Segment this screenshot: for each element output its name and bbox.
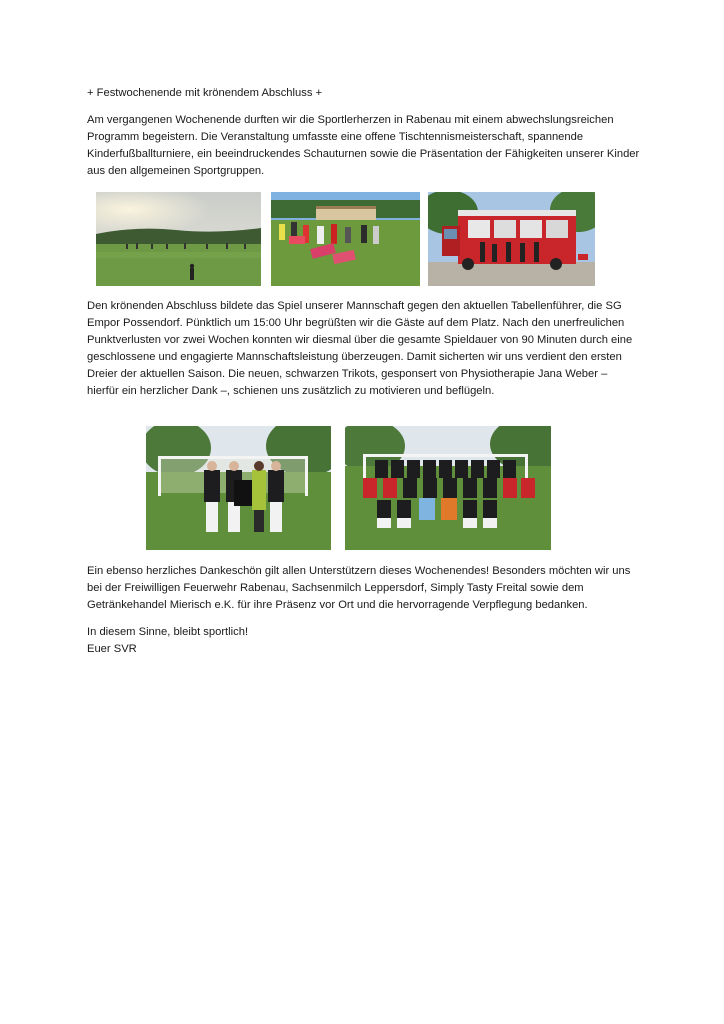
document-title: + Festwochenende mit krönendem Abschluss + [87,87,323,99]
signature-line: Euer SVR [87,643,137,655]
photo-kids-event [271,192,420,286]
photo-team [345,426,551,550]
paragraph-thanks: Ein ebenso herzliches Dankeschön gilt allen Unterstützern dieses Wochenendes! Besonders möchten wir uns bei der Freiwilligen Feuerwehr Rabenau, Sachsenmilch Leppersdorf, Simply Tasty Freital sowie dem Getränkehandel Mierisch e.K. für ihre Präsenz vor Ort und die hervorragende Verpflegung bedanken. [87,565,631,611]
paragraph-intro: Am vergangenen Wochenende durften wir die Sportlerherzen in Rabenau mit einem abwechslungsreichen Programm begeistern. Die Veranstaltung umfasste eine offene Tischtennismeisterschaft, spannende Kinderfußballturniere, ein beeindruckendes Schauturnen sowie die Präsentation der Fähigkeiten unserer Kinder aus den allgemeinen Sportgruppen. [87,114,640,177]
paragraph-match: Den krönenden Abschluss bildete das Spiel unserer Mannschaft gegen den aktuellen Tabellenführer, die SG Empor Possendorf. Pünktlich um 15:00 Uhr begrüßten wir die Gäste auf dem Platz. Nach den unerfreulichen Punktverlusten vor zwei Wochen konnten wir diesmal über die gesamte Spieldauer von 90 Minuten durch eine geschlossene und engagierte Mannschaftsleistung überzeugen. Damit sicherten wir uns verdient den ersten Dreier der aktuellen Saison. Die neuen, schwarzen Trikots, gesponsert von Physiotherapie Jana Weber – hierfür ein herzlicher Dank –, schienen uns zusätzlich zu motivieren und beflügeln. [87,300,633,397]
photo-jersey-presentation [146,426,331,550]
closing-line: In diesem Sinne, bleibt sportlich! [87,626,249,638]
photo-sports-field [96,192,261,286]
photo-fire-truck [428,192,595,286]
